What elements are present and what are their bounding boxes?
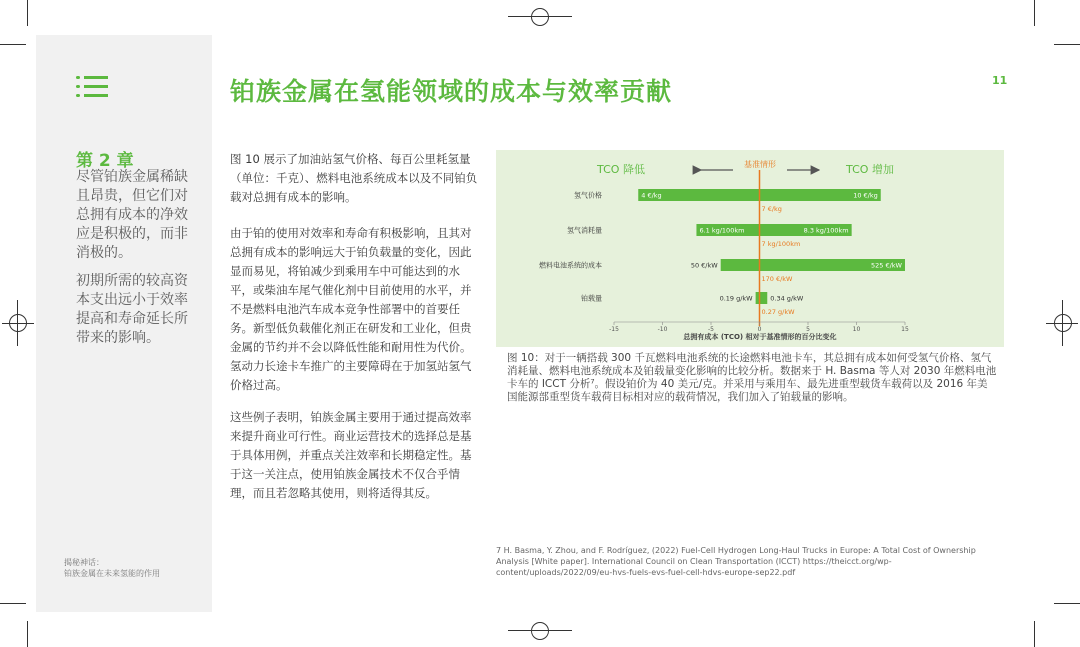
sidebar-footer <box>64 557 160 579</box>
chapter-heading: 第 2 章 <box>76 151 134 171</box>
body-paragraph: 这些例子表明，铂族金属主要用于通过提高效率来提升商业可行性。商业运营技术的选择总是基于具体用例，并重点关注效率和长期稳定性。基于这一关注点，使用铂族金属技术不仅合乎情理，而且若忽略其使用，则将适得其反。 <box>230 410 472 500</box>
crop-mark <box>0 603 26 604</box>
footnote: 7 H. Basma, Y. Zhou, and F. Rodríguez, (2022) Fuel-Cell Hydrogen Long-Haul Trucks in Europe: A Total Cost of Ownership Analysis [White paper]. International Council on Clean Transportation (ICCT) https://theicct.org/wp-content/uploads/2022/09/eu-hvs-fuels-evs-fuel-cell-hdvs-europe-sep22.pdf <box>496 546 976 577</box>
crop-mark <box>1054 44 1080 45</box>
x-tick-label: -5 <box>708 326 714 333</box>
page-title: 铂族金属在氢能领域的成本与效率贡献 <box>230 77 673 106</box>
sidebar-paragraph: 初期所需的较高资本支出远小于效率提高和寿命延长所带来的影响。 <box>76 273 188 346</box>
registration-mark <box>531 622 549 640</box>
crop-mark <box>27 0 28 26</box>
body-paragraph: 由于铂的使用对效率和寿命有积极影响，且其对总拥有成本的影响远大于铂负载量的变化，因此显而易见，将铂减少到乘用车中可能达到的水平，或柴油车尾气催化剂中目前使用的水平，并不是燃料电池汽车成本竞争性部署中的首要任务。新型低负载催化剂正在研发和工业化，但贵金属的节约并不会以降低性能和耐用性为代价。氢动力长途卡车推广的主要障碍在于加氢站氢气价格过高。 <box>230 226 472 392</box>
baseline-value-label: 0.27 g/kW <box>761 308 795 316</box>
x-tick-label: -10 <box>657 326 668 333</box>
bar-label-low: 4 €/kg <box>641 191 662 200</box>
bar-decrease <box>721 259 760 271</box>
registration-mark <box>1054 314 1072 332</box>
x-tick-label: 5 <box>806 326 810 333</box>
x-tick-label: 0 <box>757 326 762 333</box>
baseline-value-label: 7 €/kg <box>761 205 782 213</box>
bar-label-low: 6.1 kg/100km <box>699 226 745 235</box>
tornado-chart <box>496 150 1004 347</box>
crop-mark <box>0 44 26 45</box>
crop-mark <box>1034 0 1035 26</box>
registration-mark <box>9 314 27 332</box>
sidebar-paragraph: 尽管铂族金属稀缺且昂贵，但它们对总拥有成本的净效应是积极的，而非消极的。 <box>76 169 188 261</box>
x-tick-label: 15 <box>901 326 909 333</box>
x-axis-label: 总拥有成本 (TCO) 相对于基准情形的百分比变化 <box>683 333 837 341</box>
crop-mark <box>1054 603 1080 604</box>
baseline-value-label: 170 €/kW <box>761 275 793 283</box>
body-paragraph: 图 10 展示了加油站氢气价格、每百公里耗氢量（单位：千克）、燃料电池系统成本以及不同铂负载对总拥有成本的影响。 <box>230 152 478 204</box>
bar-label-low: 0.19 g/kW <box>719 294 753 303</box>
chart-header-left: TCO 降低 <box>597 163 645 176</box>
bar-label-high: 525 €/kW <box>871 261 902 270</box>
page-number: 11 <box>992 74 1008 87</box>
baseline-label: 基准情形 <box>744 160 776 169</box>
category-label: 铂载量 <box>581 294 602 303</box>
category-label: 氢气消耗量 <box>567 226 602 235</box>
x-tick-label: -15 <box>609 326 619 333</box>
x-tick-label: 10 <box>852 326 861 333</box>
baseline-value-label: 7 kg/100km <box>761 240 801 248</box>
chart-header-right: TCO 增加 <box>846 163 894 176</box>
figure-caption: 图 10：对于一辆搭载 300 千瓦燃料电池系统的长途燃料电池卡车，其总拥有成本如何受氢气价格、氢气消耗量、燃料电池系统成本及铂载量变化影响的比较分析。数据来于 H. Basma 等人对 2030 年燃料电池卡车的 ICCT 分析⁷。假设铂价为 40 美元/克。并采用与乘用车、最先进重型载货车载荷以及 2016 年美国能源部重型货车载荷目标相对应的载荷情况，我们加入了铂载量的影响。 <box>507 352 997 403</box>
registration-mark <box>531 8 549 26</box>
crop-mark <box>27 621 28 647</box>
crop-mark <box>1034 621 1035 647</box>
category-label: 燃料电池系统的成本 <box>539 261 602 270</box>
bar-label-high: 0.34 g/kW <box>770 294 804 303</box>
bar-label-high: 10 €/kg <box>853 191 878 200</box>
bar-label-low: 50 €/kW <box>690 261 718 270</box>
footer-line: 铂族金属在未来氢能的作用 <box>64 569 160 578</box>
list-icon <box>76 76 108 98</box>
category-label: 氢气价格 <box>574 191 602 200</box>
footer-line: 揭秘神话： <box>64 558 104 567</box>
chart-panel <box>496 150 1004 347</box>
bar-label-high: 8.3 kg/100km <box>803 226 849 235</box>
bar-increase <box>760 292 768 304</box>
